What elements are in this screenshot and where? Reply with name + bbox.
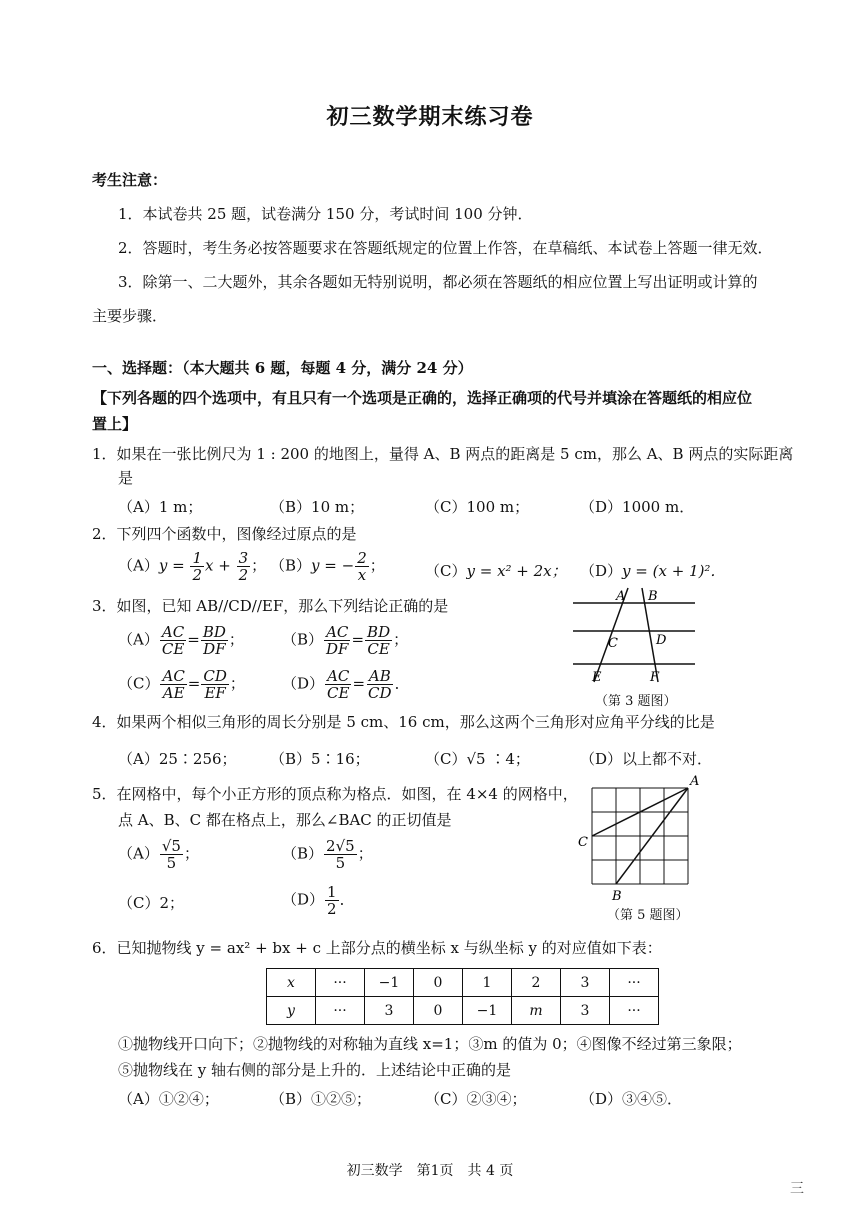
q1-stem: 1．如果在一张比例尺为 1 : 200 的地图上，量得 A、B 两点的距离是 5 cm，那么 A、B 两点的实际距离 (92, 445, 794, 463)
table-cell: −1 (365, 969, 414, 997)
q5-option-d: （D） $\frac{1}{2}$ ． (282, 883, 355, 918)
q3-option-d: （D） $\frac{AC}{CE}$ = $\frac{AB}{CD}$ ． (282, 667, 410, 702)
q1-option-a: （A）1 m； (118, 498, 203, 516)
section1-instruction-1: 【下列各题的四个选项中，有且只有一个选项是正确的，选择正确项的代号并填涂在答题纸的相应位 (92, 389, 753, 407)
table-cell: 3 (561, 969, 610, 997)
notice-item-2: 2．答题时，考生务必按答题要求在答题纸规定的位置上作答，在草稿纸、本试卷上答题一律无效． (118, 239, 773, 257)
section1-heading: 一、选择题：（本大题共 6 题，每题 4 分，满分 24 分） (92, 359, 473, 377)
table-cell: 3 (561, 997, 610, 1025)
table-cell: 3 (365, 997, 414, 1025)
q1-option-b: （B）10 m； (270, 498, 365, 516)
q3-option-c: （C） $\frac{AC}{AE}$ = $\frac{CD}{EF}$ ； (118, 667, 245, 702)
q4-stem: 4．如果两个相似三角形的周长分别是 5 cm、16 cm，那么这两个三角形对应角平分线的比是 (92, 713, 715, 731)
table-cell: x (267, 969, 316, 997)
corner-mark: 三 (790, 1181, 804, 1197)
page-footer: 初三数学 第1页 共 4 页 (346, 1163, 514, 1179)
q4-option-d: （D）以上都不对． (580, 750, 713, 768)
q3-caption: （第 3 题图） (595, 694, 677, 709)
notice-item-3: 3．除第一、二大题外，其余各题如无特别说明，都必须在答题纸的相应位置上写出证明或计算的 (118, 273, 758, 291)
table-cell: ··· (316, 997, 365, 1025)
q4-option-a: （A）25∶256； (118, 750, 237, 768)
q4-option-c: （C）√5 ∶4； (425, 750, 530, 768)
table-cell: ··· (316, 969, 365, 997)
q5-option-c: （C）2； (118, 894, 185, 912)
label-a: A (690, 774, 700, 789)
label-c: C (578, 835, 588, 850)
table-row-x (267, 969, 659, 997)
q5-stem-cont: 点 A、B、C 都在格点上，那么∠BAC 的正切值是 (118, 811, 452, 829)
page-title: 初三数学期末练习卷 (326, 104, 534, 130)
table-cell: 2 (512, 969, 561, 997)
table-cell: ··· (610, 997, 659, 1025)
table-row-y (267, 997, 659, 1025)
q6-conclusions-1: ①抛物线开口向下；②抛物线的对称轴为直线 x=1；③m 的值为 0；④图像不经过第三象限； (118, 1035, 742, 1053)
table-cell: y (267, 997, 316, 1025)
q2-option-c: （C）y = x² + 2x； (425, 562, 567, 580)
q5-figure (572, 774, 702, 904)
q6-conclusions-2: ⑤抛物线在 y 轴右侧的部分是上升的．上述结论中正确的是 (118, 1061, 512, 1079)
table-cell: −1 (463, 997, 512, 1025)
q1-stem-cont: 是 (118, 469, 134, 487)
grid-4x4 (592, 788, 688, 884)
q2-stem: 2．下列四个函数中，图像经过原点的是 (92, 525, 357, 543)
table-cell: ··· (610, 969, 659, 997)
q6-option-d: （D）③④⑤． (580, 1090, 683, 1108)
label-e: E (592, 670, 602, 685)
q2-option-a: （A）y = $\frac{1}{2}$ x + $\frac{3}{2}$ ； (118, 549, 267, 584)
q5-option-a: （A） $\frac{√5}{5}$ ； (118, 837, 199, 872)
q3-figure (568, 586, 700, 692)
label-f: F (650, 670, 660, 685)
table-cell: m (512, 997, 561, 1025)
label-a: A (616, 589, 626, 604)
notice-item-1: 1．本试卷共 25 题，试卷满分 150 分，考试时间 100 分钟． (118, 205, 533, 223)
q1-option-c: （C）100 m； (425, 498, 530, 516)
q5-option-b: （B） $\frac{2√5}{5}$ ； (282, 837, 373, 872)
label-c: C (608, 636, 618, 651)
label-b: B (648, 589, 658, 604)
q2-option-d: （D）y = (x + 1)²． (580, 562, 726, 580)
table-cell: 0 (414, 969, 463, 997)
q4-option-b: （B）5∶16； (270, 750, 370, 768)
q5-caption: （第 5 题图） (607, 908, 689, 923)
q6-option-c: （C）②③④； (425, 1090, 527, 1108)
q2-option-b: （B）y = − $\frac{2}{x}$ ； (270, 549, 385, 584)
notice-item-3-cont: 主要步骤． (92, 307, 168, 325)
label-b: B (612, 889, 622, 904)
table-cell: 0 (414, 997, 463, 1025)
label-d: D (656, 633, 667, 648)
q6-option-b: （B）①②⑤； (270, 1090, 372, 1108)
q3-option-b: （B） $\frac{AC}{DF}$ = $\frac{BD}{CE}$ ； (282, 623, 409, 658)
q6-value-table (266, 968, 659, 1025)
q3-option-a: （A） $\frac{AC}{CE}$ = $\frac{BD}{DF}$ ； (118, 623, 244, 658)
q5-stem: 5．在网格中，每个小正方形的顶点称为格点．如图，在 4×4 的网格中， (92, 785, 578, 803)
q1-option-d: （D）1000 m． (580, 498, 695, 516)
q6-option-a: （A）①②④； (118, 1090, 219, 1108)
table-cell: 1 (463, 969, 512, 997)
section1-instruction-2: 置上】 (92, 415, 138, 433)
q6-stem: 6．已知抛物线 y = ax² + bx + c 上部分点的横坐标 x 与纵坐标 y 的对应值如下表： (92, 939, 662, 957)
q3-stem: 3．如图，已知 AB//CD//EF，那么下列结论正确的是 (92, 597, 449, 615)
notice-heading: 考生注意： (92, 171, 168, 189)
